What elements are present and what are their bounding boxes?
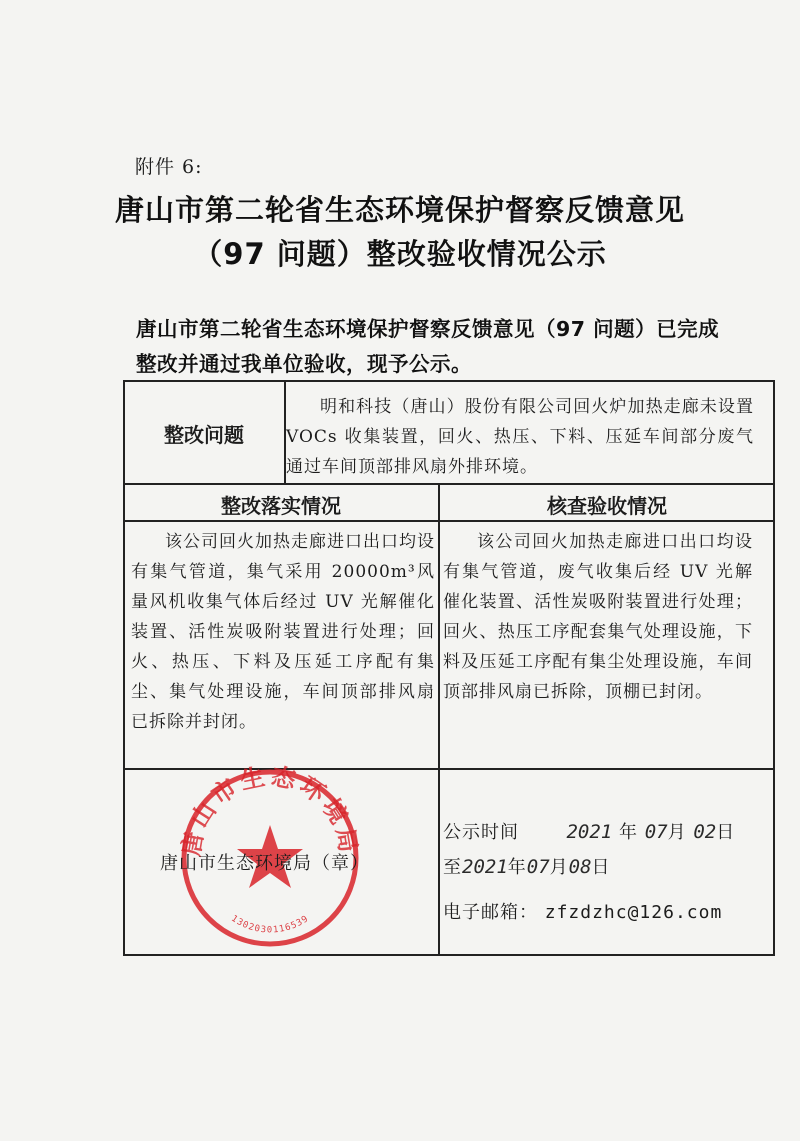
attachment-label: 附件 6: [135,156,203,178]
issue-text: 明和科技（唐山）股份有限公司回火炉加热走廊未设置 VOCs 收集装置，回火、热压、下料、压延车间部分废气通过车间顶部排风扇外排环境。 [286,397,754,477]
intro-line-2: 整改并通过我单位验收，现予公示。 [136,352,472,376]
publish-end-month: 07 [526,856,550,878]
table-divider-header-row [124,520,774,522]
issue-header: 整改问题 [164,423,244,447]
email-address: zfzdzhc@126.com [544,902,723,923]
intro-line-1: 唐山市第二轮省生态环境保护督察反馈意见（97 问题）已完成 [136,317,720,341]
email-label: 电子邮箱： [443,902,538,923]
title-line-1: 唐山市第二轮省生态环境保护督察反馈意见 [114,193,685,227]
table-divider-middle-vertical [438,484,440,955]
publish-end-year: 2021 [462,856,508,878]
publish-start-day: 02 [693,821,717,843]
end-month-unit: 月 [549,857,569,878]
publish-end [443,853,611,879]
publish-time [443,818,735,844]
day-unit: 日 [716,822,736,843]
implementation-header: 整改落实情况 [221,494,341,518]
end-day-unit: 日 [591,857,611,878]
bureau-seal-label: 唐山市生态环境局（章） [160,853,369,874]
seal-code: 1302030116539 [229,913,311,936]
end-year-unit: 年 [507,857,527,878]
year-unit: 年 [618,822,638,843]
month-unit: 月 [667,822,687,843]
email [443,898,722,924]
table-divider-row1 [124,483,774,485]
to-label: 至 [443,857,462,878]
verification-text: 该公司回火加热走廊进口出口均设有集气管道，废气收集后经 UV 光解催化装置、活性炭吸附装置进行处理；回火、热压工序配套集气处理设施，下料及压延工序配有集尘处理设施，车间顶部排风扇已拆除，顶棚已封闭。 [443,532,753,702]
verification-header: 核查验收情况 [547,494,667,518]
publish-end-day: 08 [568,856,592,878]
title-line-2: （97 问题）整改验收情况公示 [193,237,607,271]
publish-start-year: 2021 [566,821,613,843]
publish-start-month: 07 [644,821,668,843]
publish-time-label: 公示时间 [443,822,519,843]
implementation-text: 该公司回火加热走廊进口出口均设有集气管道，集气采用 20000m³风量风机收集气体后经过 UV 光解催化装置、活性炭吸附装置进行处理；回火、热压、下料及压延工序配有集尘、集气处理设施，车间顶部排风扇已拆除并封闭。 [131,532,435,732]
seal-text: 唐山市生态环境局 [176,763,364,859]
